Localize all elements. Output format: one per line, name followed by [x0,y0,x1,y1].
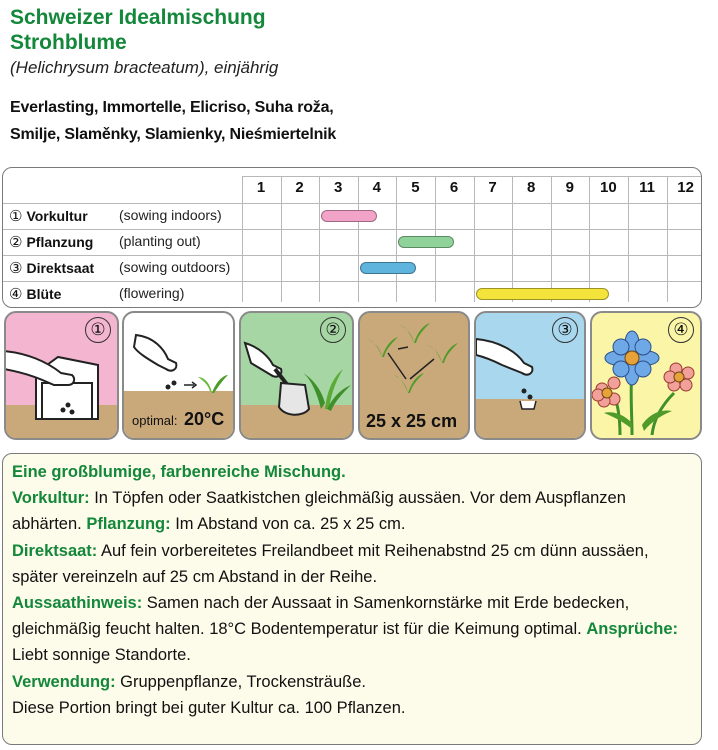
picture-planting-out [239,311,354,440]
calendar-row-number: ① [9,208,23,225]
optimal-label: optimal: [132,413,178,428]
picture-flowering [590,311,702,440]
verwendung-label: Verwendung: [12,672,116,691]
ansprueche-label: Ansprüche: [586,620,679,639]
calendar-period-bar [321,210,377,222]
calendar-row-label [9,259,231,277]
calendar-month-11: 11 [639,179,655,196]
calendar-row-line [3,229,701,230]
calendar-period-bar [398,236,454,248]
step-number-4: ④ [668,317,694,343]
calendar-month-9: 9 [565,179,574,196]
calendar-month-12: 12 [677,179,694,196]
calendar-row-number: ② [9,234,23,251]
calendar-row-number: ③ [9,260,23,277]
calendar-row-line [3,255,701,256]
calendar-month-8: 8 [527,179,536,196]
aussaat-label: Aussaathinweis: [12,594,143,613]
calendar-row-line [3,307,701,308]
calendar-header-line [242,176,702,177]
vorkultur-text: In Töpfen oder Saatkistchen gleichmäßig aussäen. Vor dem Auspflanzen abhärten. [12,489,626,534]
calendar-row-name: Pflanzung [26,234,94,250]
picture-sowing-indoors [4,311,119,440]
calendar-row-translation: (flowering) [119,285,185,301]
product-subtitle: Strohblume [10,31,127,54]
calendar-row-line [3,281,701,282]
calendar-month-3: 3 [334,179,343,196]
calendar-row-translation: (sowing indoors) [119,207,222,223]
calendar-row-line [3,203,701,204]
picture-spacing [358,311,470,440]
direktsaat-text: Auf fein vorbereitetes Freilandbeet mit Reihenabstnd 25 cm dünn aussäen, später vereinzeln auf 25 cm Abstand in der Reihe. [12,541,649,586]
verwendung-text: Gruppenpflanze, Trockensträuße. [115,672,366,691]
common-names-line1: Everlasting, Immortelle, Elicriso, Suha roža, [10,99,334,116]
product-title: Schweizer Idealmischung [10,6,266,29]
plant-spacing: 25 x 25 cm [366,411,458,431]
step-number-2: ② [320,317,346,343]
pflanzung-label: Pflanzung: [86,515,171,534]
calendar-month-2: 2 [295,179,304,196]
calendar-row-number: ④ [9,286,23,303]
calendar-row-label [9,285,185,303]
calendar-row-translation: (sowing outdoors) [119,259,231,275]
step-number-1: ① [85,317,111,343]
calendar-month-10: 10 [600,179,617,196]
calendar-month-5: 5 [411,179,420,196]
calendar-row-name: Vorkultur [26,208,88,224]
picture-direct-sowing [474,311,586,440]
calendar-month-1: 1 [256,179,266,196]
calendar-month-6: 6 [449,179,459,196]
sowing-calendar [2,167,702,308]
pflanzung-text: Im Abstand von ca. 25 x 25 cm. [170,515,406,534]
picture-germination [122,311,235,440]
calendar-row-label [9,207,222,225]
step-number-3: ③ [552,317,578,343]
vorkultur-label: Vorkultur: [12,489,90,508]
direktsaat-label: Direktsaat: [12,541,98,560]
aussaat-text: Samen nach der Aussaat in Samenkornstärke mit Erde bedecken, gleichmäßig feucht halten. 18°C Bodentemperatur ist für die Keimung optimal. [12,594,630,639]
calendar-row-name: Direktsaat [26,260,95,276]
calendar-month-4: 4 [372,179,381,196]
optimal-temperature: 20°C [184,409,225,429]
calendar-period-bar [476,288,609,300]
calendar-period-bar [360,262,416,274]
description-headline: Eine großblumige, farbenreiche Mischung. [12,463,346,481]
description-box [2,453,702,745]
common-names-line2: Smilje, Slaměnky, Slamienky, Nieśmiertelnik [10,126,337,143]
calendar-month-7: 7 [488,179,497,196]
portion-text: Diese Portion bringt bei guter Kultur ca. 100 Pflanzen. [12,698,406,717]
calendar-row-translation: (planting out) [119,233,201,249]
calendar-row-label [9,233,201,251]
ansprueche-text: Liebt sonnige Standorte. [12,646,191,665]
calendar-row-name: Blüte [26,286,62,302]
latin-name: (Helichrysum bracteatum), einjährig [10,58,279,77]
